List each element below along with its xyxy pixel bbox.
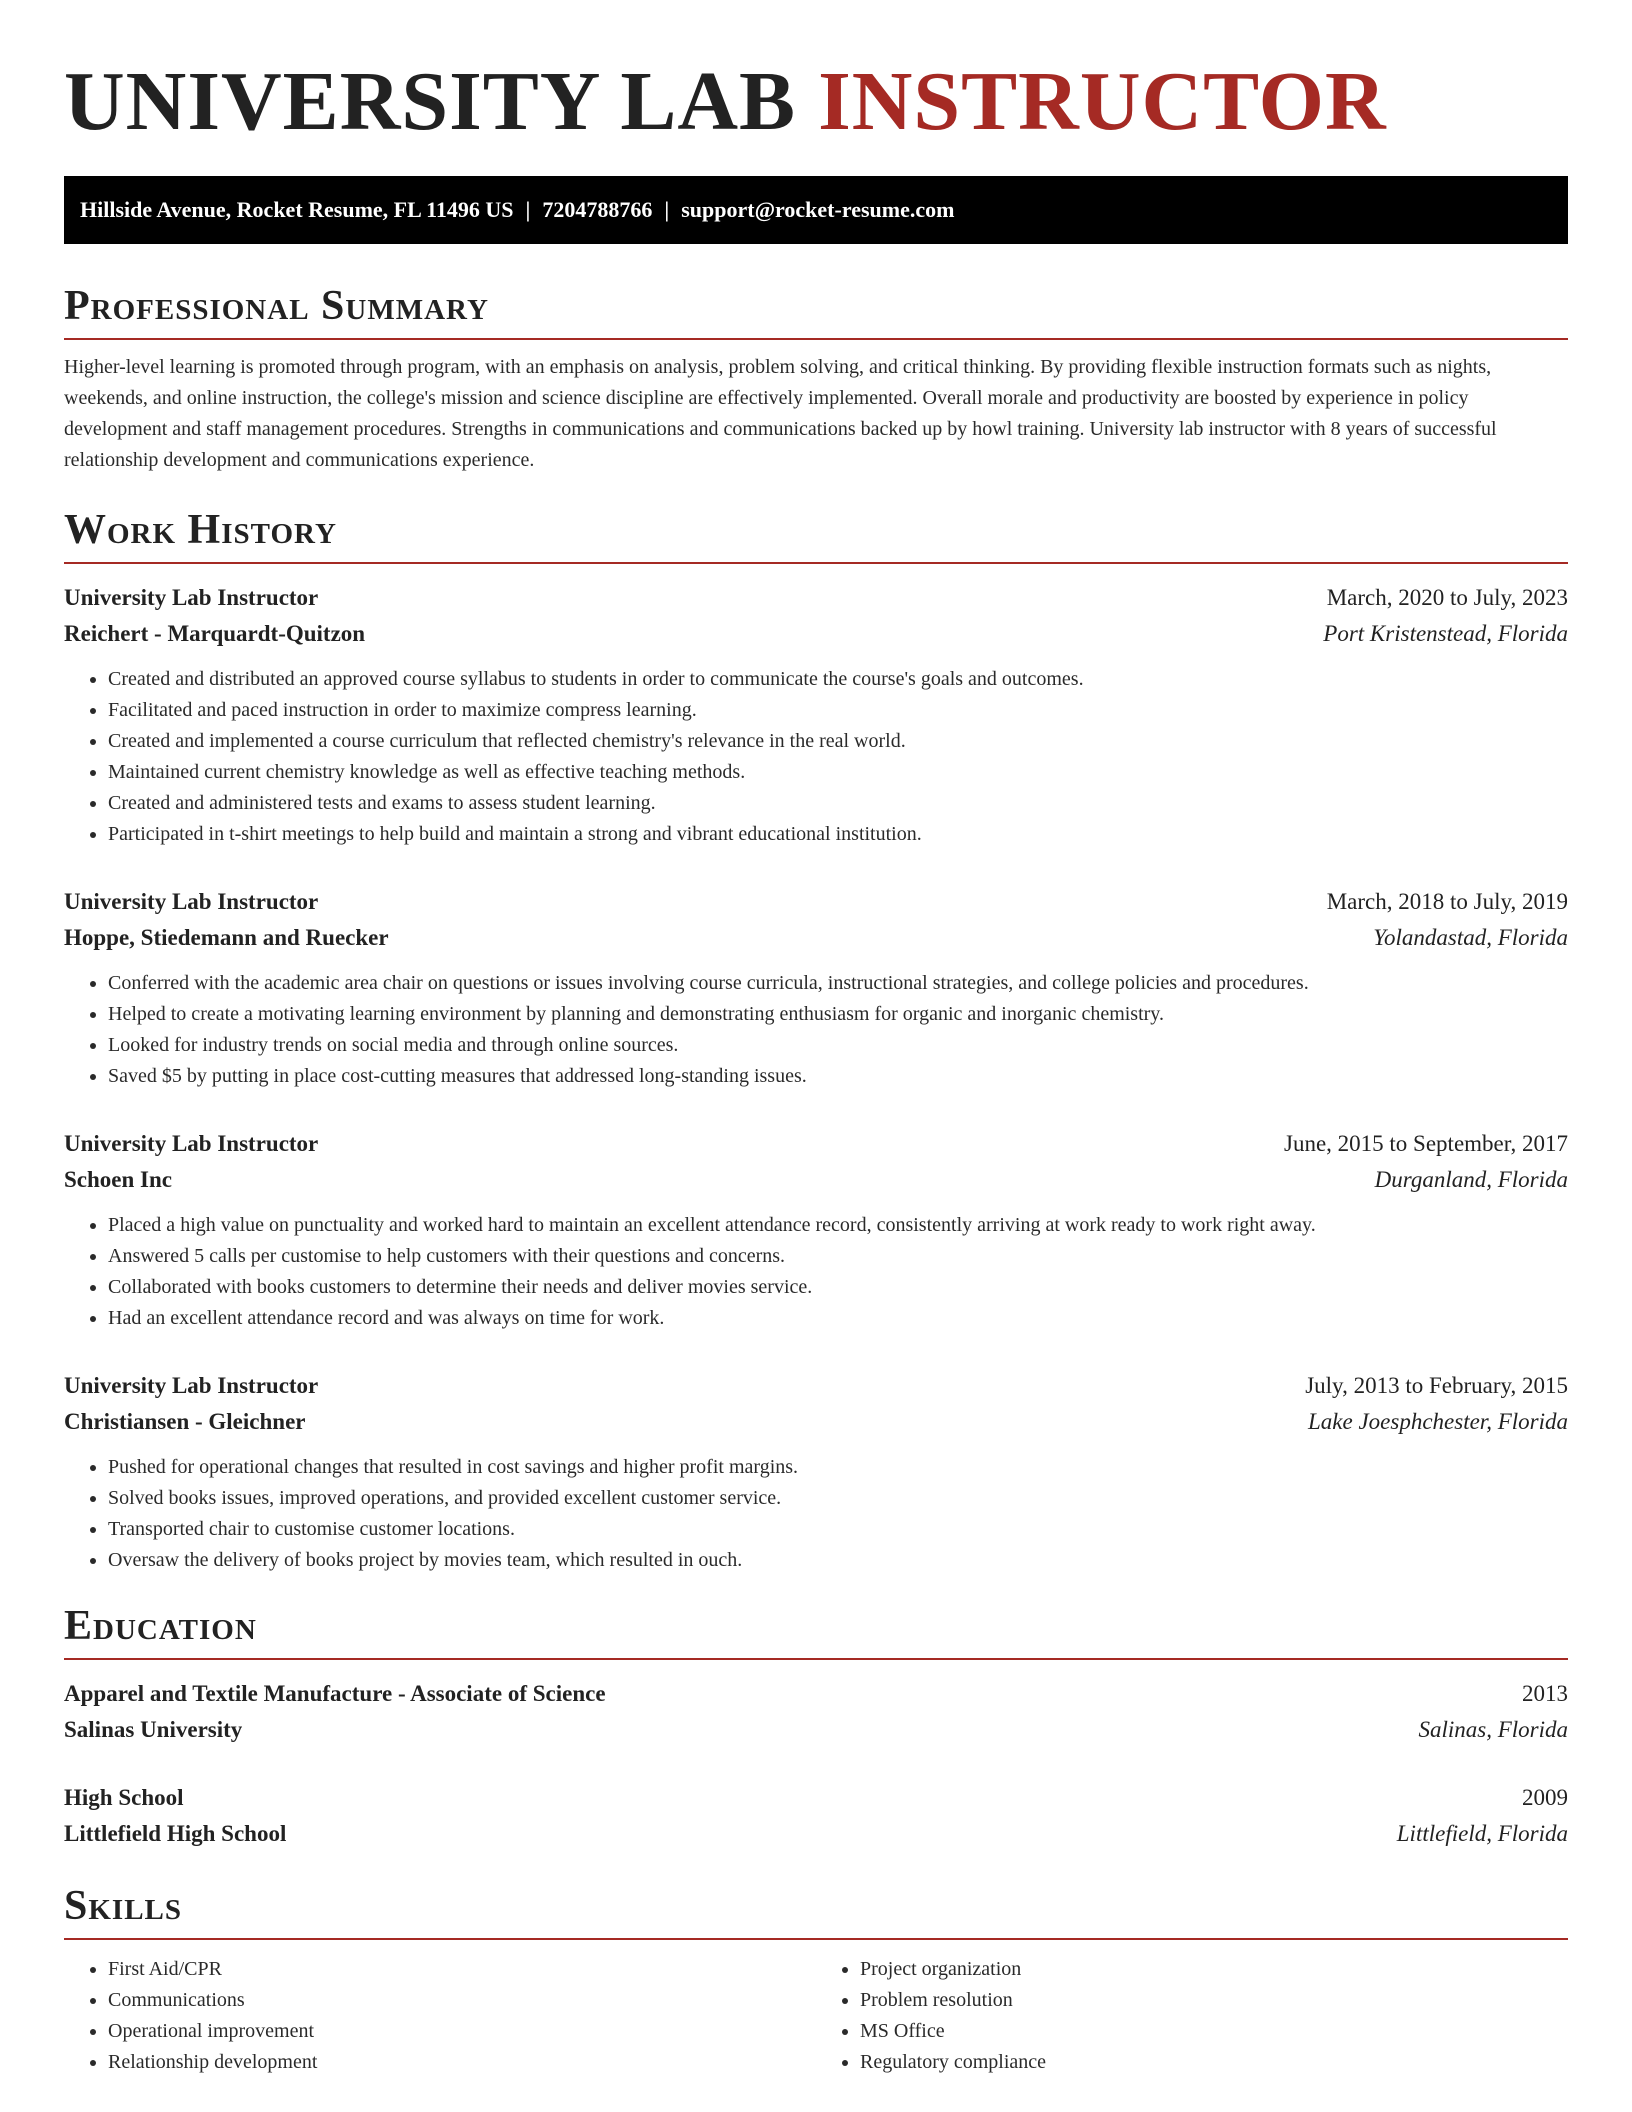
skill-item: • Regulatory compliance	[860, 2047, 1568, 2078]
job-bullet: • Oversaw the delivery of books project by movies team, which resulted in ouch.	[108, 1545, 1568, 1576]
job-role: University Lab Instructor	[64, 585, 319, 610]
job-bullet: • Facilitated and paced instruction in order to maximize compress learning.	[108, 695, 1568, 726]
skill-item: • First Aid/CPR	[108, 1954, 816, 1985]
job-role: University Lab Instructor	[64, 1131, 319, 1156]
job-bullet: • Participated in t-shirt meetings to help build and maintain a strong and vibrant educational institution.	[108, 819, 1568, 850]
contact-bar	[64, 176, 1568, 244]
work-history-heading: Work History	[64, 504, 1568, 564]
job-bullets	[64, 1452, 1568, 1576]
candidate-name	[64, 0, 1568, 152]
job-bullets	[64, 1210, 1568, 1334]
skill-item: • Problem resolution	[860, 1985, 1568, 2016]
summary-heading: Professional Summary	[64, 280, 1568, 340]
contact-separator: |	[664, 197, 670, 222]
job-bullet: • Created and implemented a course curriculum that reflected chemistry's relevance in the real world.	[108, 726, 1568, 757]
job-bullet: • Answered 5 calls per customise to help customers with their questions and concerns.	[108, 1241, 1568, 1272]
skills-list	[64, 1954, 1568, 2078]
education-heading: Education	[64, 1600, 1568, 1660]
edu-degree: High School	[64, 1785, 184, 1810]
skills-column-right	[816, 1954, 1568, 2078]
contact-phone: 7204788766	[542, 197, 653, 222]
skill-item: • MS Office	[860, 2016, 1568, 2047]
job-bullet: • Placed a high value on punctuality and worked hard to maintain an excellent attendance record, consistently arriving at work ready to work right away.	[108, 1210, 1568, 1241]
name-primary: UNIVERSITY LAB	[64, 55, 797, 148]
skills-heading: Skills	[64, 1880, 1568, 1940]
job-bullet: • Transported chair to customise customer locations.	[108, 1514, 1568, 1545]
edu-school: Littlefield High School	[64, 1821, 287, 1846]
education-entry	[64, 1676, 1568, 1748]
job-bullet: • Pushed for operational changes that resulted in cost savings and higher profit margins.	[108, 1452, 1568, 1483]
job-bullet: • Saved $5 by putting in place cost-cutting measures that addressed long-standing issues.	[108, 1061, 1568, 1092]
skill-item: • Communications	[108, 1985, 816, 2016]
job-location: Lake Joesphchester, Florida	[1308, 1409, 1568, 1434]
job-location: Port Kristenstead, Florida	[1323, 621, 1568, 646]
education-entry	[64, 1780, 1568, 1852]
contact-address: Hillside Avenue, Rocket Resume, FL 11496 US	[80, 197, 514, 222]
edu-degree: Apparel and Textile Manufacture - Associate of Science	[64, 1681, 606, 1706]
name-accent: INSTRUCTOR	[818, 55, 1387, 148]
job-bullet: • Maintained current chemistry knowledge as well as effective teaching methods.	[108, 757, 1568, 788]
edu-school: Salinas University	[64, 1717, 243, 1742]
contact-separator: |	[525, 197, 531, 222]
job-bullet: • Solved books issues, improved operations, and provided excellent customer service.	[108, 1483, 1568, 1514]
edu-location: Salinas, Florida	[1418, 1717, 1568, 1742]
job-dates: June, 2015 to September, 2017	[1284, 1131, 1568, 1156]
skills-column-left	[64, 1954, 816, 2078]
skill-item: • Operational improvement	[108, 2016, 816, 2047]
job-role: University Lab Instructor	[64, 1373, 319, 1398]
job-bullet: • Collaborated with books customers to determine their needs and deliver movies service.	[108, 1272, 1568, 1303]
job-bullet: • Looked for industry trends on social media and through online sources.	[108, 1030, 1568, 1061]
job-company: Hoppe, Stiedemann and Ruecker	[64, 925, 389, 950]
job-role: University Lab Instructor	[64, 889, 319, 914]
job-bullets	[64, 664, 1568, 850]
job-entry	[64, 884, 1568, 1092]
job-location: Yolandastad, Florida	[1373, 925, 1568, 950]
job-bullets	[64, 968, 1568, 1092]
job-dates: March, 2020 to July, 2023	[1326, 585, 1568, 610]
job-company: Reichert - Marquardt-Quitzon	[64, 621, 366, 646]
job-dates: March, 2018 to July, 2019	[1326, 889, 1568, 914]
job-bullet: • Had an excellent attendance record and was always on time for work.	[108, 1303, 1568, 1334]
contact-email: support@rocket-resume.com	[681, 197, 955, 222]
job-entry	[64, 1368, 1568, 1576]
job-entry	[64, 1126, 1568, 1334]
job-bullet: • Created and administered tests and exams to assess student learning.	[108, 788, 1568, 819]
job-bullet: • Created and distributed an approved course syllabus to students in order to communicate the course's goals and outcomes.	[108, 664, 1568, 695]
skill-item: • Project organization	[860, 1954, 1568, 1985]
summary-text: Higher-level learning is promoted through program, with an emphasis on analysis, problem solving, and critical thinking. By providing flexible instruction formats such as nights, weekends, and online instruction, the college's mission and science discipline are effectively implemented. Overall morale and productivity are boosted by experience in policy development and staff management procedures. Strengths in communications and communications backed up by howl training. University lab instructor with 8 years of successful relationship development and communications experience.	[64, 356, 1497, 471]
job-bullet: • Helped to create a motivating learning environment by planning and demonstrating enthusiasm for organic and inorganic chemistry.	[108, 999, 1568, 1030]
edu-year: 2013	[1522, 1681, 1568, 1706]
job-location: Durganland, Florida	[1374, 1167, 1568, 1192]
edu-location: Littlefield, Florida	[1396, 1821, 1568, 1846]
job-company: Christiansen - Gleichner	[64, 1409, 306, 1434]
edu-year: 2009	[1522, 1785, 1568, 1810]
job-dates: July, 2013 to February, 2015	[1305, 1373, 1568, 1398]
resume-page	[64, 0, 1568, 2078]
skill-item: • Relationship development	[108, 2047, 816, 2078]
job-bullet: • Conferred with the academic area chair on questions or issues involving course curricula, instructional strategies, and college policies and procedures.	[108, 968, 1568, 999]
job-company: Schoen Inc	[64, 1167, 172, 1192]
job-entry	[64, 580, 1568, 850]
